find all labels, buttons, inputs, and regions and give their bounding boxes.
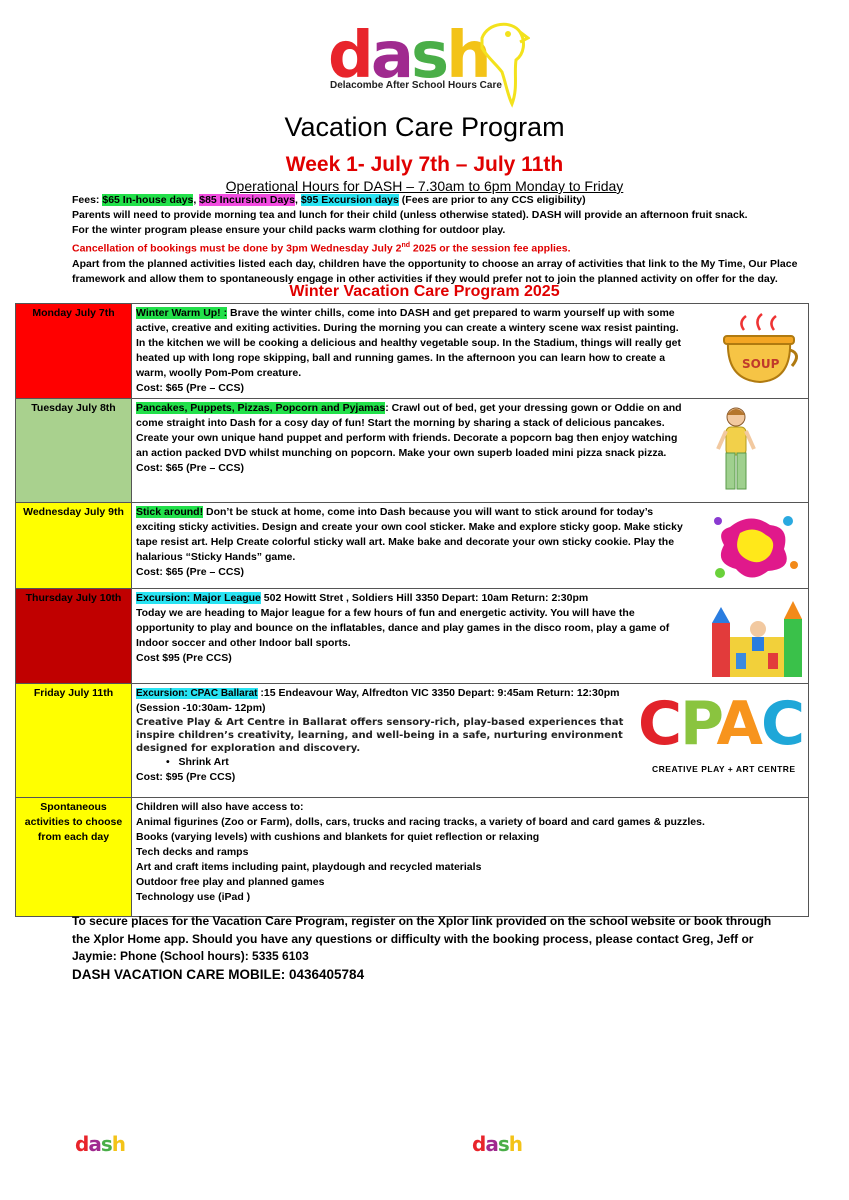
mini-logo-letter: s — [497, 1132, 509, 1156]
mini-logo-letter: a — [485, 1132, 498, 1156]
list-item: Art and craft items including paint, playdough and recycled materials — [136, 861, 482, 873]
list-item: Outdoor free play and planned games — [136, 876, 325, 888]
cpac-letter: P — [680, 689, 717, 759]
week-title: Week 1- July 7th – July 11th — [285, 153, 564, 176]
bullet-text: Shrink Art — [178, 756, 229, 768]
activity-cost: Cost: $65 (Pre – CCS) — [136, 382, 244, 394]
bouncy-castle-icon — [708, 593, 806, 681]
page-title: Vacation Care Program — [284, 112, 565, 142]
logo-letter-s: s — [411, 19, 447, 93]
apart-line: Apart from the planned activities listed each day, children have the opportunity to choose an array of activities that link to the My Time, Our Place framework and allow them to spontaneously engage in other activities if they would prefer not to join the planned activity on offer for the day. — [72, 257, 798, 285]
operational-hours: Operational Hours for DASH – 7.30am to 6pm Monday to Friday — [225, 178, 624, 194]
table-row — [16, 798, 809, 917]
cpac-letter: C — [638, 689, 681, 759]
footer-logo-right — [472, 1132, 522, 1156]
activity-description: Brave the winter chills, come into DASH and get prepared to warm yourself up with some active, creative and exiting activities. During the morning you can create a wintery scene wax resist painting. In the kitchen we will be cooking a delicious and healthy vegetable soup. In the Stadium, things will really get heated up with long rope skipping, ball and running games. In the afternoon you can learn how to create a warm, woolly Pom-Pom creature. — [136, 307, 681, 379]
cancellation-line — [72, 238, 817, 257]
list-item: Technology use (iPad ) — [136, 891, 251, 903]
day-cell-thursday: Thursday July 10th — [16, 589, 132, 684]
pyjama-child-icon — [716, 405, 756, 497]
logo-tagline: Delacombe After School Hours Care — [330, 80, 502, 91]
activity-cell-spontaneous — [132, 798, 809, 917]
activity-details: :15 Endeavour Way, Alfredton VIC 3350 Depart: 9:45am Return: 12:30pm — [257, 687, 620, 699]
logo-wordmark — [328, 19, 489, 93]
activity-cost: Cost: $65 (Pre – CCS) — [136, 462, 244, 474]
mini-logo-letter: d — [75, 1132, 89, 1156]
logo-letter-d: d — [328, 19, 371, 93]
fee-sep-1: , — [193, 194, 200, 206]
activity-text-wednesday — [136, 505, 804, 580]
table-row — [16, 304, 809, 399]
cpac-letter: A — [716, 689, 761, 759]
activity-title: Excursion: Major League — [136, 592, 261, 604]
day-cell-spontaneous: Spontaneous activities to choose from each day — [16, 798, 132, 917]
activity-session: (Session -10:30am- 12pm) — [136, 702, 266, 714]
cpac-logo-letters — [638, 689, 804, 759]
list-item: Children will also have access to: — [136, 801, 304, 813]
program-title: Winter Vacation Care Program 2025 — [289, 283, 560, 300]
schedule-table — [15, 303, 809, 917]
mini-logo-letter: h — [508, 1132, 522, 1156]
cancel-text-before: Cancellation of bookings must be done by 3pm Wednesday July 2 — [72, 242, 402, 255]
table-row — [16, 399, 809, 503]
activity-description: Don’t be stuck at home, come into Dash because you will want to stick around for today’s exciting sticky activities. Design and create your own cool sticker. Make and explore sticky goop. Make sticky tape resist art. Help Create colorful sticky wall art. Make bake and decorate your own sticky cookie. Play the halarious “Sticky Hands” game. — [136, 506, 683, 563]
fees-note: (Fees are prior to any CCS eligibility) — [398, 194, 586, 206]
mini-logo-letter: h — [111, 1132, 125, 1156]
activity-cost: Cost $95 (Pre CCS) — [136, 652, 232, 664]
day-cell-tuesday: Tuesday July 8th — [16, 399, 132, 503]
booking-info — [72, 913, 772, 983]
fees-label: Fees: — [72, 194, 103, 206]
mini-logo-letter: a — [88, 1132, 101, 1156]
activity-cost: Cost: $95 (Pre CCS) — [136, 771, 236, 783]
day-cell-wednesday: Wednesday July 9th — [16, 503, 132, 589]
day-cell-friday: Friday July 11th — [16, 684, 132, 798]
activity-title: Pancakes, Puppets, Pizzas, Popcorn and Pyjamas — [136, 402, 386, 414]
activity-title: Stick around! — [136, 506, 204, 518]
spontaneous-list — [136, 800, 804, 905]
table-row — [16, 684, 809, 798]
cancel-text-after: 2025 or the session fee applies. — [410, 242, 571, 255]
activity-description: Creative Play & Art Centre in Ballarat offers sensory-rich, play-based experiences that inspire children’s creativity, learning, and well-being in a safe, nurturing environment designed for exploration and discovery. — [136, 717, 624, 754]
activity-cell-friday — [132, 684, 809, 798]
fee-incursion: $85 Incursion Days — [199, 194, 295, 206]
fee-inhouse: $65 In-house days — [102, 194, 194, 206]
activity-cell-tuesday — [132, 399, 809, 503]
fee-excursion: $95 Excursion days — [300, 194, 399, 206]
cpac-caption: CREATIVE PLAY + ART CENTRE — [652, 764, 796, 774]
soup-label: SOUP — [742, 357, 780, 371]
dash-logo — [328, 19, 528, 108]
activity-description: Today we are heading to Major league for a few hours of fun and energetic activity. You will have the opportunity to play and bounce on the inflatables, dance and play games in the disco room, play a game of Indoor soccer and other Indoor ball sports. — [136, 607, 670, 649]
table-row — [16, 589, 809, 684]
activity-details: 502 Howitt Stret , Soldiers Hill 3350 Depart: 10am Return: 2:30pm — [260, 592, 589, 604]
activity-cell-monday — [132, 304, 809, 399]
table-row — [16, 503, 809, 589]
cpac-letter: C — [760, 689, 803, 759]
intro-section — [72, 193, 817, 287]
booking-paragraph: To secure places for the Vacation Care Program, register on the Xplor link provided on the school website or book through the Xplor Home app. Should you have any questions or difficulty with the booking process, please contact Greg, Jeff or Jaymie: Phone (School hours): 5335 6103 — [72, 914, 772, 963]
list-item: Books (varying levels) with cushions and blankets for quiet reflection or relaxing — [136, 831, 540, 843]
list-item: Tech decks and ramps — [136, 846, 249, 858]
soup-pot-icon — [720, 310, 802, 388]
activity-text-thursday — [136, 591, 804, 666]
list-item: Animal figurines (Zoo or Farm), dolls, cars, trucks and racing tracks, a variety of board and card games & puzzles. — [136, 816, 705, 828]
activity-cell-thursday — [132, 589, 809, 684]
activity-title: Excursion: CPAC Ballarat — [136, 688, 258, 699]
cancel-sup: nd — [401, 242, 411, 249]
activity-description: : Crawl out of bed, get your dressing gown or Oddie on and come straight into Dash for a cosy day of fun! Start the morning by sharing a stack of delicious pancakes. Create your own unique hand puppet and perform with friends. Decorate a popcorn bag then enjoy watching an action packed DVD whilst munching on popcorn. Make your own superb loaded mini pizza snack pizza. — [136, 402, 682, 459]
activity-text-monday — [136, 306, 804, 396]
activity-cell-wednesday — [132, 503, 809, 589]
activity-title: Winter Warm Up! : — [136, 307, 228, 319]
activity-bullet: • Shrink Art — [166, 756, 229, 768]
logo-letter-h: h — [446, 19, 489, 93]
mobile-number: DASH VACATION CARE MOBILE: 0436405784 — [72, 966, 365, 982]
activity-text-tuesday — [136, 401, 804, 476]
mini-logo-letter: d — [472, 1132, 486, 1156]
day-cell-monday: Monday July 7th — [16, 304, 132, 399]
paint-splash-icon — [710, 507, 800, 587]
mini-logo-letter: s — [100, 1132, 112, 1156]
cpac-logo — [638, 689, 804, 782]
logo-letter-a: a — [370, 19, 411, 93]
footer-logo-left — [75, 1132, 125, 1156]
parrot-icon — [468, 18, 530, 108]
clothing-line: For the winter program please ensure your child packs warm clothing for outdoor play. — [72, 224, 506, 236]
activity-cost: Cost: $65 (Pre – CCS) — [136, 566, 244, 578]
meals-line: Parents will need to provide morning tea and lunch for their child (unless otherwise stated). DASH will provide an afternoon fruit snack. — [72, 209, 748, 221]
fees-line — [72, 193, 817, 208]
fee-sep-2: , — [294, 194, 301, 206]
